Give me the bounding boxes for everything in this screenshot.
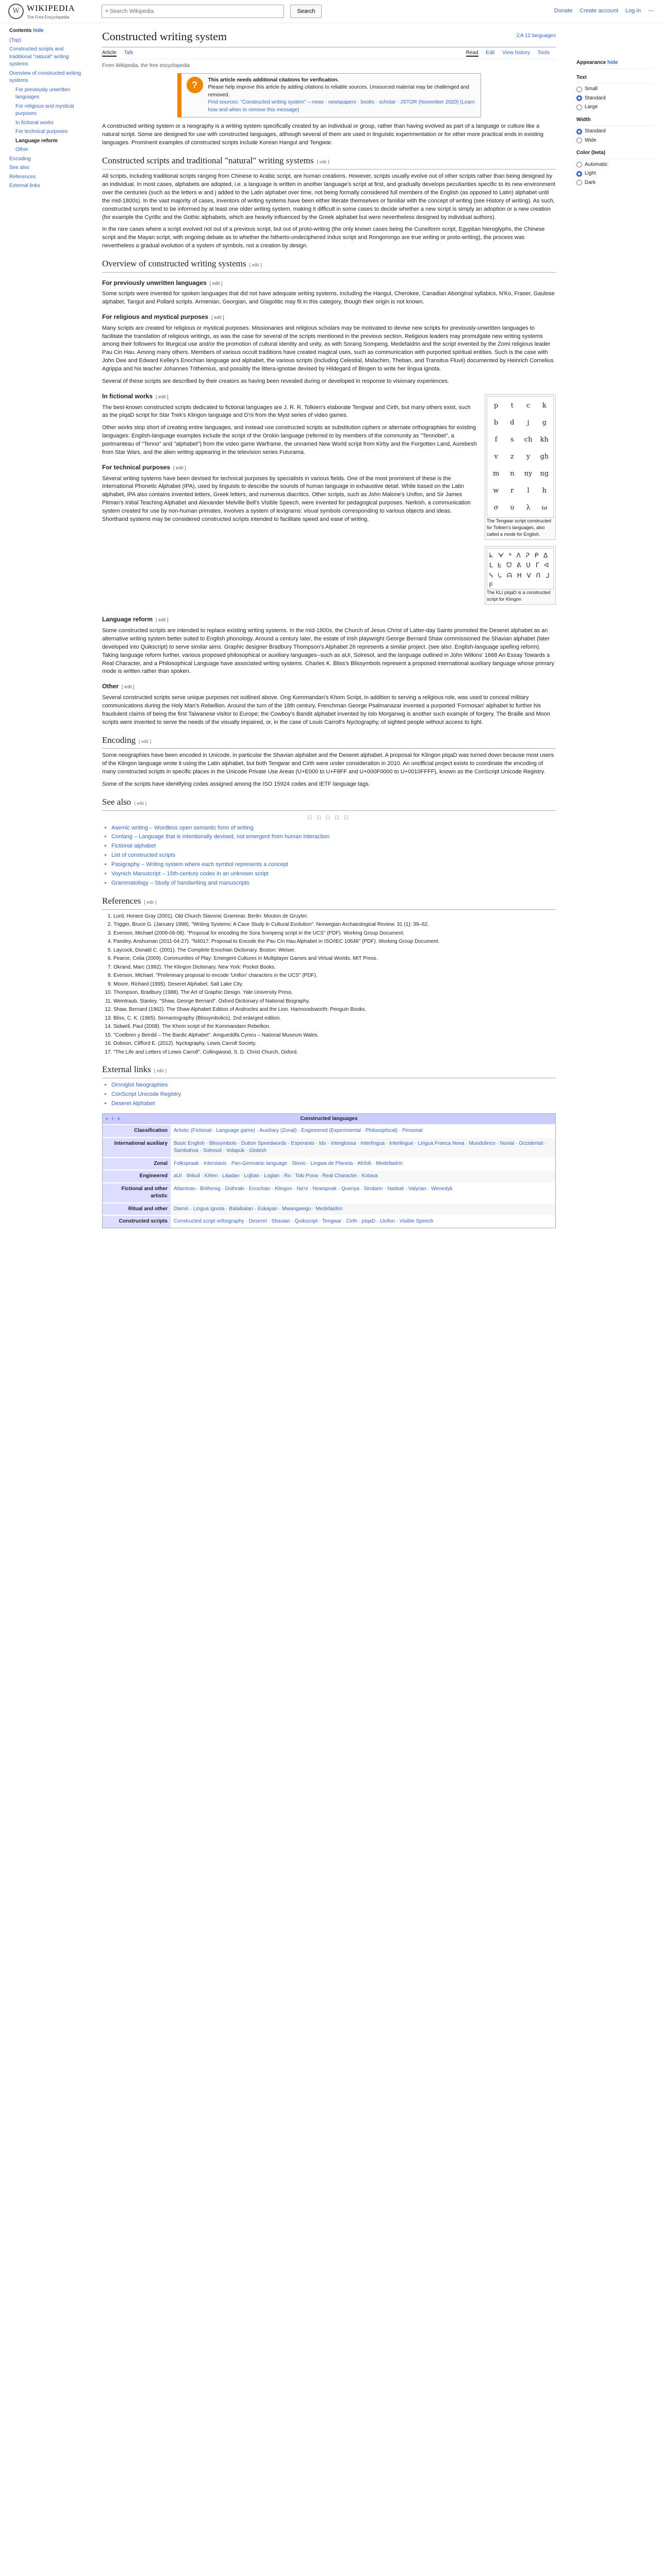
edit-link[interactable]: [ edit ] xyxy=(209,280,223,286)
section-heading: Constructed scripts and traditional "natural" writing systems [ edit ] xyxy=(102,155,556,170)
radio-option[interactable] xyxy=(576,170,654,178)
wikipedia-logo[interactable] xyxy=(8,3,75,21)
login-link[interactable]: Log in xyxy=(625,8,641,14)
navbox-list[interactable]: aUI · Ithkuil · Kēlen · Láadan · Lojban · Loglan · Ro · Toki Pona · Real Character · Kotava xyxy=(171,1171,555,1182)
language-selector[interactable]: 文A 12 languages xyxy=(515,33,556,39)
radio-option[interactable] xyxy=(576,128,654,135)
tengwar-glyph-label: ny xyxy=(524,469,533,478)
figure-caption: The KLI pIqaD is a constructed script for Klingon xyxy=(487,590,551,602)
edit-link[interactable]: [ edit ] xyxy=(134,800,147,806)
radio-label: Wide xyxy=(585,137,597,143)
reference-item: 3. Everson, Michael (2009-06-08). "Proposal for encoding the Sora Sompeng script in the UCS" (PDF). Working Group Document. xyxy=(113,930,556,938)
wordmark: WIKIPEDIA xyxy=(27,4,75,13)
subsection-heading: Language reform [ edit ] xyxy=(102,616,169,623)
section-heading: External links [ edit ] xyxy=(102,1063,556,1078)
tengwar-glyph-label: ω xyxy=(541,503,548,512)
search-button[interactable]: Search xyxy=(290,5,322,18)
subsection-heading: For technical purposes [ edit ] xyxy=(102,464,186,471)
navbox-row xyxy=(103,1182,555,1202)
reference-item: 11. Weintraub, Stanley. "Shaw, George Bernard". Oxford Dictionary of National Biography. xyxy=(113,998,556,1006)
paragraph: Many scripts are created for religious or mystical purposes. Missionaries and religious scholars may be motivated to devise new scripts for previously-unwritten languages to facilitate the translation of religious writings, as was the case for several of the scripts mentioned in the previous section. Religious leaders may promulgate new writing systems among their followers for liturgical use and/or the promotion of cultural identity and unity, as with Sorang Sompeng, Medefaidrin and the script invented by the Zomi religious leader Pau Cin Hau. Among many others. Members of various occult traditions have created magical uses, such as communication with purported spiritual entities. Such is the case with John Dee and Edward Kelley's Enochian language and alphabet, the various scripts (including Celestial, Malachim, Theban, and Transitus Fluvii) documented by Heinrich Cornelius Agrippa and his teacher Johannes Trithemius, and possibly the littera-ignotae devised by Hildegard of Bingen to write her lingua ignota. xyxy=(102,325,554,372)
paragraph: All scripts, including traditional scripts ranging from Chinese to Arabic script, are human creations. However, scripts usually evolve out of other scripts rather than being designed by an individual. In most cases, alphabets are adopted, i.e. a language is written in another language's script at first, and gradually develops peculiarities specific to its new environment over the centuries (such as the letters w and j added to the Latin alphabet over time, not being formally considered full members of the English (as opposed to Latin) alphabet until the mid-1800s). In the vast majority of cases, inventors of writing systems have been either literate themselves or familiar with the concept of writing (see History of writing). As such, constructed scripts tend to be informed by at least one older writing system, making it difficult in some cases to decide whether a new script is simply an adoption or a new creation (for example the Cyrillic and the Gothic alphabets, which are heavily influenced by the Greek alphabet but were nevertheless designed by individual authors). xyxy=(102,173,555,221)
tengwar-glyph-label: f xyxy=(494,435,498,444)
navbox-group: International auxiliary xyxy=(103,1138,171,1157)
radio-option[interactable] xyxy=(576,104,654,111)
tagline-from: From Wikipedia, the free encyclopedia xyxy=(102,63,190,69)
reference-item: 13. Bliss, C. K. (1965). Semantography (Blissymbolics). 2nd enlarged edition. xyxy=(113,1015,556,1023)
klingon-figure xyxy=(485,546,556,605)
see-also-item[interactable]: • Fictional alphabet xyxy=(111,842,556,851)
tengwar-glyph-label: ch xyxy=(524,435,533,444)
radio-icon[interactable] xyxy=(576,129,582,134)
color-group: Color (beta) xyxy=(576,149,654,159)
toc-item[interactable]: For technical purposes xyxy=(15,129,68,134)
see-also-item[interactable]: • Grammatology – Study of handwriting and manuscripts xyxy=(111,879,556,888)
navbox-list[interactable]: Folkspraak · Interslavic · Pan-Germanic language · Slovio · Lingwa de Planeta · Afrihili · Medefaidrin xyxy=(171,1158,555,1170)
radio-option[interactable] xyxy=(576,161,654,169)
paragraph: Some neographies have been encoded in Unicode, in particular the Shavian alphabet and the Deseret alphabet. A proposal for Klingon pIqaD was turned down because most users of the Klingon language wrote it using the Latin alphabet, but both Tengwar and Cirth were under consideration in 2010. An unofficial project exists to coordinate the encoding of many constructed scripts in specific places in the Unicode Private Use Areas (U+E000 to U+F8FF and U+000F0000 to U+0010FFFF), known as the ConScript Unicode Registry. xyxy=(102,752,554,775)
radio-icon[interactable] xyxy=(576,95,582,101)
reference-item: 6. Pearce, Celia (2009). Communities of Play: Emergent Cultures in Multiplayer Games and Virtual Worlds. MIT Press. xyxy=(113,955,556,963)
navbox-group: Fictional and other artistic xyxy=(103,1183,171,1202)
tengwar-glyph-label: w xyxy=(493,486,499,495)
tengwar-glyph-label: m xyxy=(492,469,500,478)
paragraph: Other works stop short of creating entire languages, and instead use constructed scripts as substitution ciphers or alternate orthographies for existing languages: English-language examples include the script of the Orokin language (referred to by members of the community as "Tennobet", a portmanteau of "Tenno" and "alphabet") from the video game Warframe, the unnamed New World script from Kirby and the Forgotten Land, Aurebesh from Star Wars, and the alien writing appearing in the television series Futurama. xyxy=(102,425,477,456)
navbox-constructed-languages xyxy=(102,1113,556,1228)
radio-icon[interactable] xyxy=(576,138,582,143)
reference-item: 15. "Coelbren y Beirdd – The Bardic Alphabet". Amgueddfa Cymru – National Museum Wales. xyxy=(113,1032,556,1040)
navbox-group: Constructed scripts xyxy=(103,1216,171,1228)
notice-title: This article needs additional citations for verification. xyxy=(208,77,339,83)
tengwar-glyph-label: λ xyxy=(526,503,531,512)
subsection-heading: Other [ edit ] xyxy=(102,683,135,690)
reference-item: 14. Sidwell, Paul (2008). The Khom script of the Kommandam Rebellion. xyxy=(113,1023,556,1031)
globe-icon: W xyxy=(8,4,24,19)
navbox-list[interactable]: Artistic (Fictional · Language game) · Auxiliary (Zonal) · Engineered (Experimental · Philosophical) · Personal xyxy=(171,1125,555,1137)
tengwar-glyph-label: l xyxy=(527,486,529,495)
tengwar-glyph-label: σ xyxy=(493,503,499,512)
edit-link[interactable]: [ edit ] xyxy=(139,738,152,744)
navbox-list[interactable]: Atlantean · Brithenig · Dothraki · Enochian · Klingon · Na'vi · Newspeak · Quenya · Sindarin · Nadsat · Valyrian · Wenedyk xyxy=(171,1183,555,1202)
donate-link[interactable]: Donate xyxy=(554,8,573,14)
radio-label: Light xyxy=(585,171,596,176)
navbox-row xyxy=(103,1124,555,1137)
see-also-glyphs: □ □ □ □ □ xyxy=(308,814,350,821)
paragraph: Several of these scripts are described by their creators as having been revealed during or developed in response to visionary experiences. xyxy=(102,378,450,385)
reference-item: 12. Shaw, Bernard (1962). The Shaw Alphabet Edition of Androcles and the Lion. Harmondsworth: Penguin Books. xyxy=(113,1006,556,1014)
tab-article[interactable]: Article xyxy=(102,49,117,56)
paragraph: Some of the scripts have identifying codes assigned among the ISO 15924 codes and IETF language tags. xyxy=(102,781,370,787)
see-also-item[interactable]: • Voynich Manuscript – 15th-century codex in an unknown script xyxy=(111,870,556,878)
section-heading: Overview of constructed writing systems [ edit ] xyxy=(102,258,556,273)
external-link[interactable]: • Omniglot Neographies xyxy=(111,1081,556,1090)
personal-tools xyxy=(554,7,654,15)
edit-link[interactable]: [ edit ] xyxy=(156,394,169,400)
toc-item[interactable]: In fictional works xyxy=(15,120,54,126)
radio-option[interactable] xyxy=(576,86,654,93)
toc-item[interactable]: Overview of constructed writing systems xyxy=(9,70,81,83)
intro-paragraph: A constructed writing system or a neography is a writing system specifically created by an individual or group, rather than having evolved as part of a language or culture like a natural script. Some are designed for use with constructed languages, although several of them are used in linguistic experimentation or for other more practical ends in existing languages. Prominent examples of constructed scripts include Korean Hangul and Tengwar. xyxy=(102,123,544,146)
external-link[interactable]: • ConScript Unicode Registry xyxy=(111,1091,556,1099)
figure-caption: The Tengwar script constructed for Tolkien's languages, also called a mode for English. xyxy=(487,518,551,537)
tengwar-glyph-label: p xyxy=(493,401,499,410)
toc-item[interactable]: Language reform xyxy=(15,138,58,144)
search-input[interactable] xyxy=(109,8,281,15)
navbox-list[interactable]: Damin · Lingua Ignota · Balaibalan · Eskayan · Mwangwego · Medefaidrin xyxy=(171,1204,555,1215)
toc-title: Contents hide xyxy=(9,28,44,33)
external-link[interactable]: • Deseret Alphabet xyxy=(111,1100,556,1108)
edit-link[interactable]: [ edit ] xyxy=(249,262,262,268)
more-icon[interactable]: ⋯ xyxy=(648,8,654,14)
tengwar-glyph-label: r xyxy=(510,486,514,495)
tengwar-glyph-label: kh xyxy=(540,435,549,444)
radio-icon[interactable] xyxy=(576,105,582,110)
navbox-row xyxy=(103,1170,555,1182)
paragraph: The best-known constructed scripts dedicated to fictional languages are J. R. R. Tolkien's elaborate Tengwar and Cirth, but many others exist, such as the pIqaD script for Star Trek's Klingon language and D'ni from the Myst series of video games. xyxy=(102,404,471,419)
edit-link[interactable]: [ edit ] xyxy=(317,159,329,165)
paragraph: Some constructed scripts are intended to replace existing writing systems. In the mid-1800s, the Church of Jesus Christ of Latter-day Saints promoted the Deseret alphabet as an alternative writing system better suited to English phonology. Around a century later, the estate of Irish playwright George Bernard Shaw commissioned the Shavian alphabet (later developed into Quikscript) to serve similar aims. Graphic designer Bradbury Thompson's Alphabet 26 represents a similar project. (see also: English-language spelling reform). Taking language reform further, various proposed philosophical or auxiliary languages--such as aUI, Solresol, and the language outlined in John Wilkins' 1668 An Essay Towards a Real Character, and a Philosophical Language have associated writing systems. Charles K. Bliss's Blissymbols represent a proposed international auxiliary language whose primary mode is written rather than spoken. xyxy=(102,627,555,675)
reference-item: 4. Pandey, Anshuman (2011-04-27). "N4017: Proposal to Encode the Pau Cin Hau Alphabet in ISO/IEC 10646" (PDF). Working Group Document. xyxy=(113,938,556,946)
page-tabs xyxy=(102,47,556,60)
notice-find-sources[interactable]: Find sources: "Constructed writing system" – news · newspapers · books · scholar · JSTOR (November 2020) (Learn how and when to remove this message) xyxy=(208,99,475,113)
tengwar-glyph-label: z xyxy=(510,452,514,461)
see-also-item[interactable]: • Conlang – Language that is intentionally devised, not emergent from human interaction xyxy=(111,833,556,841)
section-heading: Encoding [ edit ] xyxy=(102,734,556,749)
site-header xyxy=(0,0,662,23)
navbox-row xyxy=(103,1202,555,1215)
external-links-list xyxy=(111,1081,556,1108)
subsection-heading: For previously unwritten languages [ edit ] xyxy=(102,279,223,286)
navbox-row xyxy=(103,1215,555,1228)
tengwar-glyph-label: k xyxy=(542,401,547,410)
reference-item: 8. Everson, Michael. "Preliminary proposal to encode 'Unifon' characters in the UCS" (PDF). xyxy=(113,972,556,980)
navbox-row xyxy=(103,1137,555,1157)
tengwar-glyph-label: ng xyxy=(540,469,549,478)
radio-icon[interactable] xyxy=(576,180,582,185)
tengwar-glyph-label: υ xyxy=(510,503,515,512)
reference-item: 16. Dobson, Clifford E. (2012). Nyctography. Lewis Carroll Society. xyxy=(113,1040,556,1048)
radio-label: Large xyxy=(585,104,598,110)
toc-item[interactable]: See also xyxy=(9,165,29,171)
see-also-item[interactable]: • Pasigraphy – Writing system where each symbol represents a concept xyxy=(111,861,556,869)
tab-read[interactable]: Read xyxy=(466,49,478,56)
tengwar-glyph-label: j xyxy=(527,418,529,427)
table-of-contents xyxy=(0,23,92,1233)
tengwar-chart-image[interactable] xyxy=(487,396,554,518)
radio-label: Standard xyxy=(585,95,606,101)
see-also-item[interactable]: • List of constructed scripts xyxy=(111,852,556,860)
search-box[interactable] xyxy=(102,5,284,18)
reference-item: 17. "The Life and Letters of Lewis Carroll". Collingwood, S. D. Christ Church, Oxford. xyxy=(113,1049,556,1057)
tengwar-glyph-label: t xyxy=(510,401,514,410)
tengwar-glyph-label: g xyxy=(542,418,547,427)
edit-link[interactable]: [ edit ] xyxy=(173,465,186,471)
see-also-item[interactable]: • Asemic writing – Wordless open semantic form of writing xyxy=(111,824,556,833)
reference-item: 9. Moore, Richard (1995). Deseret Alphabet. Salt Lake City. xyxy=(113,981,556,989)
edit-link[interactable]: [ edit ] xyxy=(211,315,224,320)
reference-item: 2. Trigger, Bruce G. (January 1998). "Writing Systems: A Case Study in Cultural Evolution". Norwegian Archaeological Review. 31 (1): 39–62. xyxy=(113,921,556,929)
tengwar-glyph-label: n xyxy=(510,469,515,478)
toc-item[interactable]: (Top) xyxy=(9,37,21,43)
tab-history[interactable]: View history xyxy=(502,49,531,56)
paragraph: In the rare cases where a script evolved not out of a previous script, but out of proto-writing (the only known cases being the Cuneiform script, Egyptian hieroglyphs, the Chinese script and the Mayan script, with ongoing debate as to whether the hitherto-undeciphered Indus script and Rongorongo are true writing or proto-writing), the process was nevertheless a gradual evolution of a system of symbols, not a creation by design. xyxy=(102,226,545,249)
tab-tools[interactable]: Tools xyxy=(537,49,550,56)
radio-label: Small xyxy=(585,86,598,92)
toc-item[interactable]: Encoding xyxy=(9,156,31,162)
toc-item[interactable]: References xyxy=(9,174,36,180)
section-heading: References [ edit ] xyxy=(102,895,556,910)
navbox-group: Zonal xyxy=(103,1158,171,1170)
edit-link[interactable]: [ edit ] xyxy=(154,1068,167,1074)
page-title: Constructed writing system 文A 12 languages xyxy=(102,28,556,47)
subsection-heading: In fictional works [ edit ] xyxy=(102,393,169,400)
reference-item: 7. Okrand, Marc (1992). The Klingon Dictionary. New York: Pocket Books. xyxy=(113,964,556,972)
toc-item[interactable]: For previously unwritten languages xyxy=(15,87,71,100)
see-also-list xyxy=(111,824,556,888)
radio-label: Automatic xyxy=(585,161,608,167)
tagline: The Free Encyclopedia xyxy=(27,14,70,20)
paragraph: Some scripts were invented for spoken languages that did not have adequate writing systems, including the Hangul, Cherokee, Canadian Aboriginal syllabics, N'Ko, Fraser, Gaulose alphabet, Tangut and Pollard scripts. Armenian, Georgian, and Glagolitic may fit in this category, though their origin is not known. xyxy=(102,291,555,306)
references-list xyxy=(113,913,556,1057)
navbox-group: Engineered xyxy=(103,1171,171,1182)
toc-hide-button[interactable]: hide xyxy=(33,28,44,33)
toc-item[interactable]: Other xyxy=(15,147,29,152)
toc-item[interactable]: Constructed scripts and traditional "natural" writing systems xyxy=(9,46,69,67)
citation-notice xyxy=(177,73,481,118)
tab-talk[interactable]: Talk xyxy=(124,49,134,56)
question-icon: ? xyxy=(187,77,203,93)
appearance-title: Appearance hide xyxy=(576,59,654,69)
radio-icon[interactable] xyxy=(576,162,582,167)
radio-icon[interactable] xyxy=(576,171,582,177)
tengwar-glyph-label: y xyxy=(526,452,531,461)
subsection-heading: For religious and mystical purposes [ edit ] xyxy=(102,313,224,321)
klingon-script-image[interactable]: ᖾ ᗄ ᒃ ᐱ ᕈ ᑭ ᐃ ᒪ ᖶ ᗜ ᕕ ᑌ ᒥ ᐊ ᓭ ᘂ ᗩ ᕼ ᐯ ᑎ ᒧ ᖴ xyxy=(487,548,554,589)
paragraph: Several writing systems have been devised for technical purposes by specialists in various fields. One of the most prominent of these is the International Phonetic Alphabet (IPA), used by linguists to describe the sounds of human language in exhaustive detail. While based on the Latin alphabet, IPA also contains invented letters, Greek letters, and numerous diacritics. Other scripts, such as John Malone's Unifon, and Sir James Pitman's Initial Teaching Alphabet and Alexander Melville Bell's Visible Speech, were invented for pedagogical purposes. Nerkish, a communication system created for use by non-human primates, involves a system of lexigrams: visual symbols corresponding to various objects and ideas. Shorthand systems may be considered constructed scripts intended to facilitate speed and ease of writing. xyxy=(102,475,471,523)
radio-option[interactable] xyxy=(576,95,654,103)
toc-item[interactable]: For religious and mystical purposes xyxy=(15,103,74,116)
radio-option[interactable] xyxy=(576,137,654,145)
reference-item: 5. Laycock, Donald C. (2001). The Complete Enochian Dictionary. Boston: Weiser. xyxy=(113,947,556,955)
tengwar-glyph-label: v xyxy=(494,452,498,461)
tengwar-glyph-label: b xyxy=(493,418,499,427)
navbox-group: Ritual and other xyxy=(103,1204,171,1215)
notice-body: Please help improve this article by adding citations to reliable sources. Unsourced material may be challenged and removed. xyxy=(208,84,469,98)
paragraph: Several constructed scripts serve unique purposes not outlined above. Ong Kommandan's Khom Script, in addition to serving a religious role, was used to conceal military communications during the Holy Man's Rebellion. Around the turn of the 18th century, Frenchman George Psalmanazar invented a purported 'Formosan' alphabet to further his fraudulent claims of being the first Taiwanese visitor to Europe; the Cowboy's Bandit alphabet invented by Iolo Morganwg is another such example of forgery. The Braille and Moon scripts were invented to serve the needs of the visually impaired, or, in the case of Louis Carroll's Nyctography, of sighted people without access to light. xyxy=(102,694,551,725)
navbox-list[interactable]: Constructed script orthography · Deseret · Shavian · Quikscript · Tengwar · Cirth · pIqaD · Unifon · Visible Speech xyxy=(171,1216,555,1228)
edit-link[interactable]: [ edit ] xyxy=(144,900,157,905)
section-heading: See also [ edit ] xyxy=(102,796,556,811)
navbox-list[interactable]: Basic English · Blissymbols · Dutton Speedwords · Esperanto · Ido · Interglossa · Interlingua · Interlingue · Lingua Franca Nova · Mundolinco · Novial · Occidental · Sambahsa · Solresol · Volapük · Globish xyxy=(171,1138,555,1157)
width-group: Width xyxy=(576,116,654,126)
radio-option[interactable] xyxy=(576,179,654,187)
create-account-link[interactable]: Create account xyxy=(580,8,619,14)
navbox-row xyxy=(103,1157,555,1170)
appearance-hide-button[interactable]: hide xyxy=(607,60,618,65)
tengwar-glyph-label: s xyxy=(510,435,514,444)
search-icon: ⌕ xyxy=(105,8,109,14)
navbox-group: Classification xyxy=(103,1125,171,1137)
article-content xyxy=(92,23,566,1233)
edit-link[interactable]: [ edit ] xyxy=(156,617,169,623)
toc-item[interactable]: External links xyxy=(9,183,40,189)
navbox-vte[interactable]: v · t · e xyxy=(106,1115,121,1121)
reference-item: 1. Lord, Horace Gray (2001). Old Church Slavonic Grammar. Berlin: Mouton de Gruyter. xyxy=(113,913,556,921)
tengwar-glyph-label: h xyxy=(542,486,547,495)
radio-label: Standard xyxy=(585,128,606,134)
radio-label: Dark xyxy=(585,179,596,185)
reference-item: 10. Thompson, Bradbury (1988). The Art of Graphic Design. Yale University Press. xyxy=(113,989,556,997)
tengwar-figure xyxy=(485,394,556,540)
edit-link[interactable]: [ edit ] xyxy=(122,684,135,690)
tengwar-glyph-label: c xyxy=(526,401,531,410)
navbox-title: v · t · e Constructed languages xyxy=(103,1114,555,1125)
tab-edit[interactable]: Edit xyxy=(486,49,495,56)
appearance-panel xyxy=(566,23,659,1233)
radio-icon[interactable] xyxy=(576,87,582,92)
tengwar-glyph-label: d xyxy=(510,418,515,427)
text-size-group: Text xyxy=(576,74,654,84)
tengwar-glyph-label: gh xyxy=(540,452,549,461)
